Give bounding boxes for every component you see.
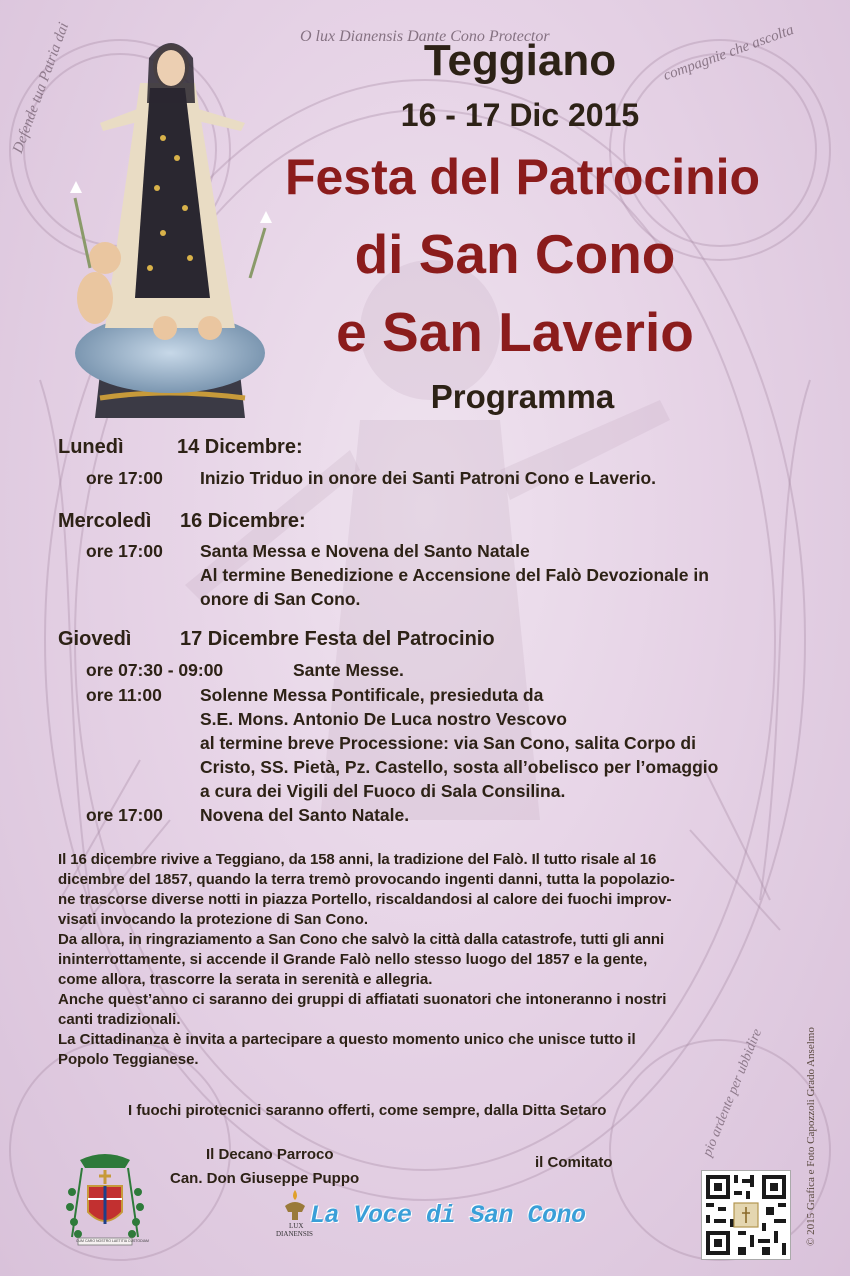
description-line-11: Popolo Teggianese. — [58, 1051, 199, 1068]
arc-text-right: compagnie che ascolta — [661, 22, 796, 85]
description-line-10: La Cittadinanza è invita a partecipare a questo momento unico che unisce tutto il — [58, 1031, 636, 1048]
parroco-name: Can. Don Giuseppe Puppo — [170, 1170, 360, 1187]
description-line-5: Da allora, in ringraziamento a San Cono che salvò la città dalla catastrofe, tutti gli anni — [58, 931, 665, 948]
committee-signature: il Comitato — [535, 1154, 613, 1171]
day3-event2-line2: S.E. Mons. Antonio De Luca nostro Vescovo — [200, 709, 567, 729]
description-line-3: ne trascorse diverse notti in piazza Portello, riscaldandosi al calore dei fuochi improv- — [58, 891, 672, 908]
title-line-1: Festa del Patrocinio — [284, 149, 761, 205]
day2-event1-line2: Al termine Benedizione e Accensione del Falò Devozionale in — [200, 565, 709, 585]
day3-event3-text: Novena del Santo Natale. — [200, 805, 410, 825]
day2-event1-line3: onore di San Cono. — [200, 589, 361, 609]
description-line-6: ininterrottamente, si accende il Grande Falò nello stesso luogo del 1857 e la gente, — [58, 951, 648, 968]
day3-event3-time: ore 17:00 — [86, 805, 163, 825]
logo-small-line-1: LUX — [289, 1222, 304, 1230]
day2-label: Mercoledì — [58, 510, 152, 532]
arc-text-top: O lux Dianensis Dante Cono Protector — [300, 28, 550, 45]
day3-event1-text: Sante Messe. — [293, 660, 404, 680]
day3-event2-line5: a cura dei Vigili del Fuoco di Sala Consilina. — [200, 781, 566, 801]
day3-event2-time: ore 11:00 — [86, 685, 162, 705]
event-dates: 16 - 17 Dic 2015 — [400, 97, 640, 133]
day3-label: Giovedì — [58, 628, 132, 650]
day1-event1-text: Inizio Triduo in onore dei Santi Patroni Cono e Laverio. — [200, 468, 657, 488]
arc-text-left: Defende tua Patria dai — [10, 20, 73, 156]
title-line-2: di San Cono — [354, 223, 676, 285]
day3-event1-time: ore 07:30 - 09:00 — [86, 660, 224, 680]
day3-date: 17 Dicembre Festa del Patrocinio — [180, 628, 495, 650]
description-line-1: Il 16 dicembre rivive a Teggiano, da 158 anni, la tradizione del Falò. Il tutto risale al 16 — [58, 851, 657, 868]
arc-text-lower-right: pio ardente per ubbidire — [700, 1026, 766, 1159]
day1-label: Lunedì — [58, 436, 124, 458]
lamp-icon — [280, 1188, 310, 1222]
description-line-9: canti tradizionali. — [58, 1011, 181, 1028]
logo-small-line-2: DIANENSIS — [276, 1230, 313, 1238]
fireworks-note: I fuochi pirotecnici saranno offerti, come sempre, dalla Ditta Setaro — [128, 1102, 607, 1119]
photo-credit: © 2015 Grafica e Foto Capozzoli Grado Anselmo — [805, 1027, 817, 1246]
parroco-title: Il Decano Parroco — [206, 1146, 334, 1163]
coat-of-arms-icon — [60, 1152, 150, 1252]
day3-event2-line1: Solenne Messa Pontificale, presieduta da — [200, 685, 544, 705]
day3-event2-line3: al termine breve Processione: via San Cono, salita Corpo di — [200, 733, 696, 753]
day1-event1-time: ore 17:00 — [86, 468, 163, 488]
programma-heading: Programma — [430, 378, 615, 415]
logo-text: La Voce di San Cono — [310, 1201, 586, 1230]
day3-event2-line4: Cristo, SS. Pietà, Pz. Castello, sosta all’obelisco per l’omaggio — [200, 757, 719, 777]
day1-date: 14 Dicembre: — [177, 436, 303, 458]
day2-date: 16 Dicembre: — [180, 510, 306, 532]
day2-event1-line1: Santa Messa e Novena del Santo Natale — [200, 541, 530, 561]
description-line-7: come allora, trascorre la serata in serenità e allegria. — [58, 971, 433, 988]
day2-event1-time: ore 17:00 — [86, 541, 163, 561]
coat-of-arms-motto: CUM CARO NOSTRO LAETITIA CUSTODIAM — [76, 1239, 149, 1243]
saint-statue-image — [45, 28, 285, 423]
description-line-4: visati invocando la protezione di San Cono. — [58, 911, 369, 928]
title-line-3: e San Laverio — [336, 301, 694, 363]
description-line-2: dicembre del 1857, quando la terra tremò provocando ingenti danni, tutta la popolazio- — [58, 871, 675, 888]
description-line-8: Anche quest’anno ci saranno dei gruppi di affiatati suonatori che intoneranno i nostri — [58, 991, 667, 1008]
city-name: Teggiano — [423, 36, 617, 85]
qr-code-icon — [701, 1170, 791, 1260]
